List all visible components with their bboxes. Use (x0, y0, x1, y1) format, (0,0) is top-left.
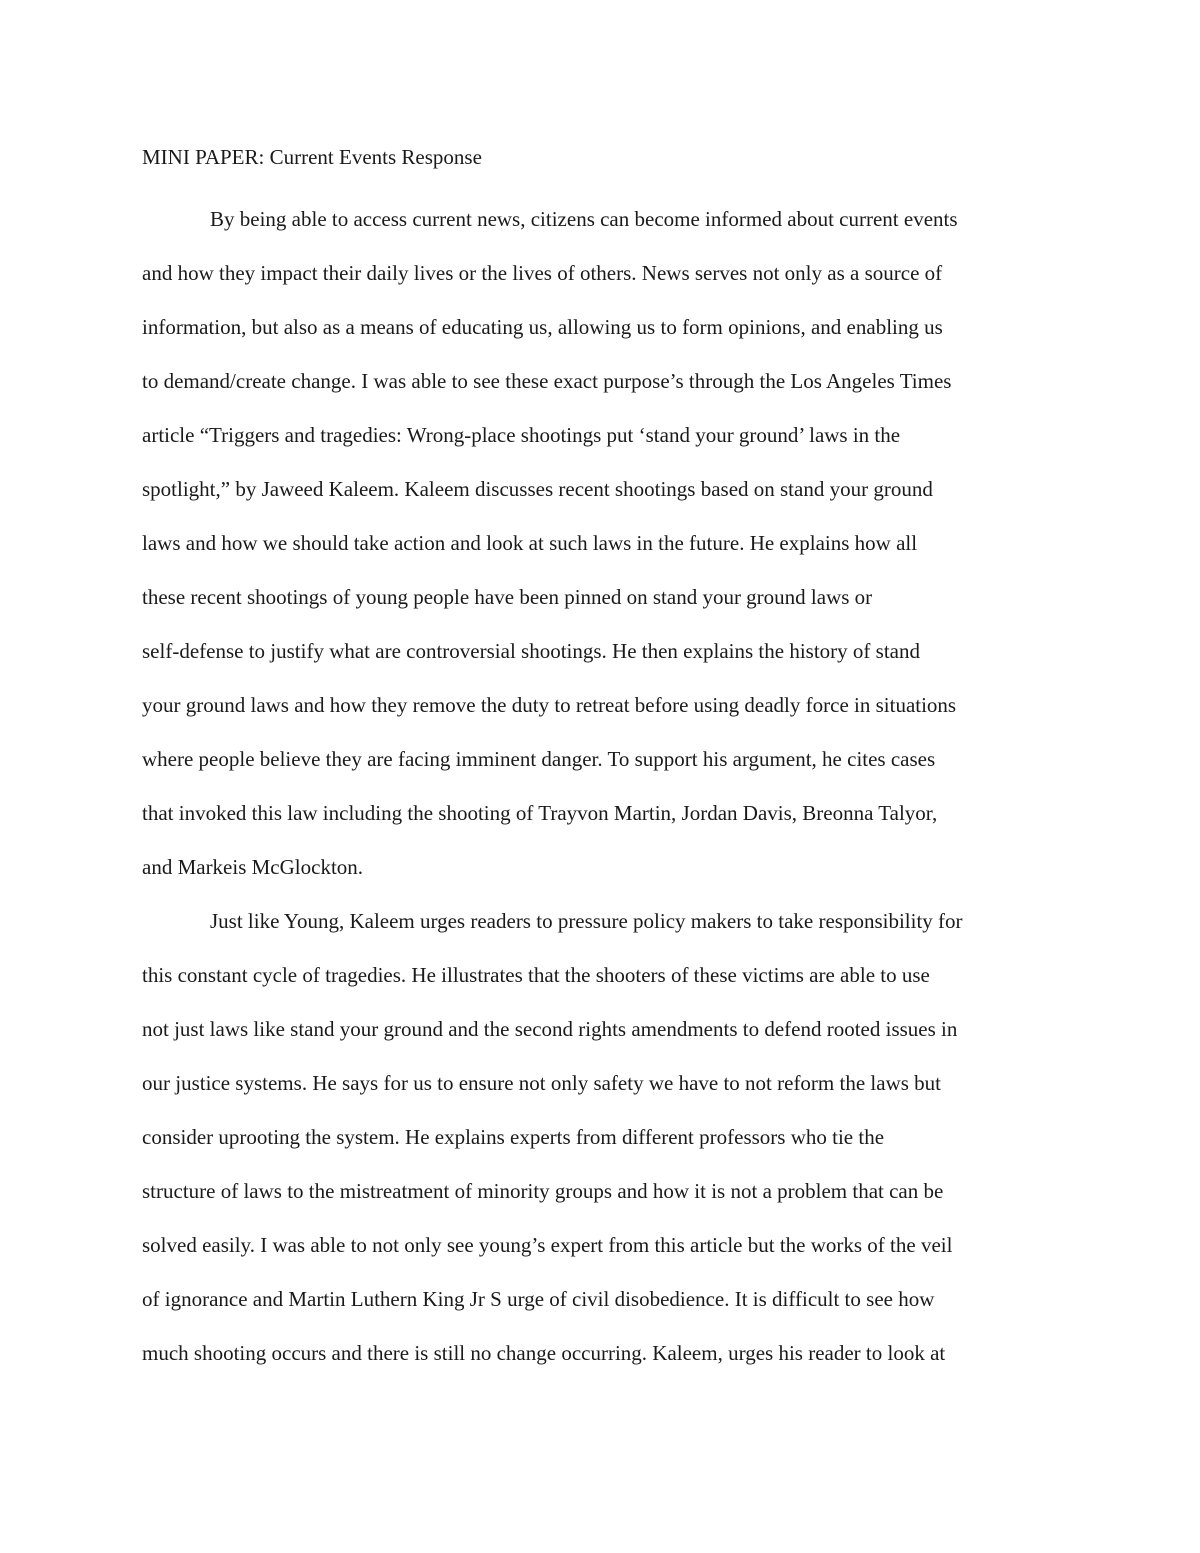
paragraph-1-line-11: where people believe they are facing imminent danger. To support his argument, he cites cases (142, 747, 936, 771)
paragraph-1-line-9: self-defense to justify what are controversial shootings. He then explains the history of stand (142, 639, 920, 663)
paragraph-2-line-3: not just laws like stand your ground and the second rights amendments to defend rooted issues in (142, 1017, 958, 1041)
paragraph-1-line-10: your ground laws and how they remove the duty to retreat before using deadly force in situations (142, 693, 957, 717)
paragraph-1-line-7: laws and how we should take action and look at such laws in the future. He explains how all (142, 531, 918, 555)
paragraph-1-line-6: spotlight,” by Jaweed Kaleem. Kaleem discusses recent shootings based on stand your ground (142, 477, 933, 501)
paragraph-1-line-13: and Markeis McGlockton. (142, 855, 364, 879)
paragraph-2-line-5: consider uprooting the system. He explains experts from different professors who tie the (142, 1125, 885, 1149)
paragraph-1-line-8: these recent shootings of young people have been pinned on stand your ground laws or (142, 585, 873, 609)
paragraph-2-line-7: solved easily. I was able to not only see young’s expert from this article but the works of the veil (142, 1233, 953, 1257)
paragraph-2-line-6: structure of laws to the mistreatment of minority groups and how it is not a problem that can be (142, 1179, 944, 1203)
paragraph-1-line-4: to demand/create change. I was able to see these exact purpose’s through the Los Angeles Times (142, 369, 952, 393)
paragraph-1-line-5: article “Triggers and tragedies: Wrong-place shootings put ‘stand your ground’ laws in the (142, 423, 901, 447)
paragraph-2-line-2: this constant cycle of tragedies. He illustrates that the shooters of these victims are able to use (142, 963, 930, 987)
paragraph-1-line-1: By being able to access current news, citizens can become informed about current events (210, 207, 958, 231)
paragraph-1-line-12: that invoked this law including the shooting of Trayvon Martin, Jordan Davis, Breonna Talyor, (142, 801, 938, 825)
paragraph-2-line-9: much shooting occurs and there is still no change occurring. Kaleem, urges his reader to look at (142, 1341, 946, 1365)
paragraph-2-line-4: our justice systems. He says for us to ensure not only safety we have to not reform the laws but (142, 1071, 941, 1095)
paragraph-1-line-2: and how they impact their daily lives or the lives of others. News serves not only as a source of (142, 261, 943, 285)
document-title: MINI PAPER: Current Events Response (142, 145, 482, 169)
paragraph-2-line-8: of ignorance and Martin Luthern King Jr S urge of civil disobedience. It is difficult to see how (142, 1287, 935, 1311)
paragraph-2-line-1: Just like Young, Kaleem urges readers to pressure policy makers to take responsibility for (210, 909, 963, 933)
paragraph-1-line-3: information, but also as a means of educating us, allowing us to form opinions, and enabling us (142, 315, 943, 339)
